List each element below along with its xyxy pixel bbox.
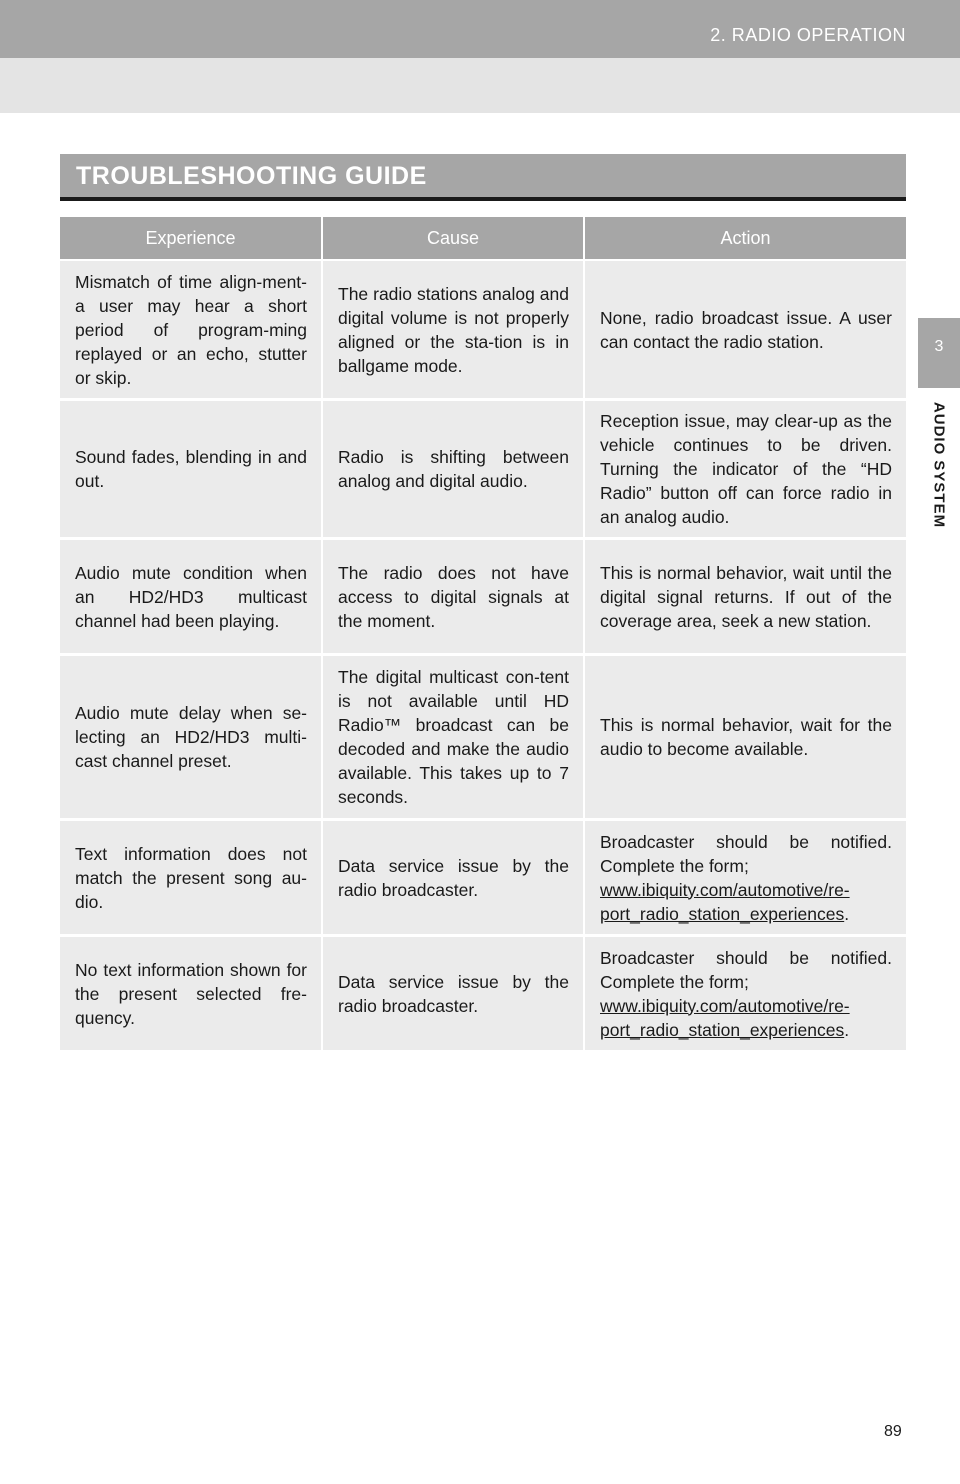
- report-link[interactable]: port_radio_station_experiences: [600, 903, 845, 924]
- cell-cause: Data service issue by the radio broadcaster.: [321, 937, 583, 1050]
- cell-action: Reception issue, may clear-up as the vehicle continues to be driven. Turning the indicator of the “HD Radio” button off can force radio in an analog audio.: [583, 401, 906, 537]
- cell-experience: Mismatch of time align-ment- a user may hear a short period of program-ming replayed or an echo, stutter or skip.: [75, 271, 307, 388]
- header-subband: [0, 58, 960, 113]
- title-bar: [60, 154, 906, 197]
- chapter-tab-number: 3: [934, 338, 944, 355]
- table-row: [60, 656, 906, 821]
- cell-action: Broadcaster should be notified. Complete the form; www.ibiquity.com/automotive/re- port_radio_station_experiences.: [583, 937, 906, 1050]
- chapter-label: AUDIO SYSTEM: [930, 401, 948, 529]
- section-heading: 2. RADIO OPERATION: [710, 25, 906, 45]
- header-experience: Experience: [145, 227, 236, 248]
- cell-cause: Radio is shifting between analog and digital audio.: [321, 401, 583, 537]
- table-row: [60, 540, 906, 656]
- header-cause: Cause: [321, 217, 583, 259]
- cell-action: Broadcaster should be notified. Complete the form; www.ibiquity.com/automotive/re- port_radio_station_experiences.: [583, 821, 906, 934]
- cell-experience: Audio mute delay when se-lecting an HD2/HD3 multi-cast channel preset.: [75, 703, 307, 771]
- cell-experience: Sound fades, blending in and out.: [75, 447, 307, 491]
- cell-cause: The radio stations analog and digital volume is not properly aligned or the sta-tion is in ballgame mode.: [321, 261, 583, 398]
- table-header: [60, 217, 906, 261]
- cell-experience: Audio mute condition when an HD2/HD3 multicast channel had been playing.: [75, 562, 307, 631]
- table-row: [60, 401, 906, 540]
- page-number: 89: [884, 1423, 902, 1440]
- report-link[interactable]: port_radio_station_experiences: [600, 1019, 845, 1040]
- cell-action: This is normal behavior, wait until the digital signal returns. If out of the coverage area, seek a new station.: [583, 540, 906, 653]
- table-row: [60, 821, 906, 937]
- cell-action: None, radio broadcast issue. A user can contact the radio station.: [583, 261, 906, 398]
- troubleshooting-table: [60, 217, 906, 1053]
- title-divider: [60, 197, 906, 201]
- cell-cause: Data service issue by the radio broadcaster.: [321, 821, 583, 934]
- cell-experience: No text information shown for the present selected fre-quency.: [75, 959, 307, 1028]
- report-link[interactable]: www.ibiquity.com/automotive/re-: [600, 995, 850, 1016]
- table-row: [60, 937, 906, 1053]
- cell-cause: The digital multicast con-tent is not available until HD Radio™ broadcast can be decoded and make the audio available. This takes up to 7 seconds.: [321, 656, 583, 818]
- cell-cause: The radio does not have access to digital signals at the moment.: [321, 540, 583, 653]
- cell-experience: Text information does not match the present song au-dio.: [75, 843, 307, 912]
- table-row: [60, 261, 906, 401]
- header-action: Action: [583, 217, 906, 259]
- cell-action: This is normal behavior, wait for the audio to become available.: [583, 656, 906, 818]
- page-title: TROUBLESHOOTING GUIDE: [76, 162, 427, 190]
- report-link[interactable]: www.ibiquity.com/automotive/re-: [600, 879, 850, 900]
